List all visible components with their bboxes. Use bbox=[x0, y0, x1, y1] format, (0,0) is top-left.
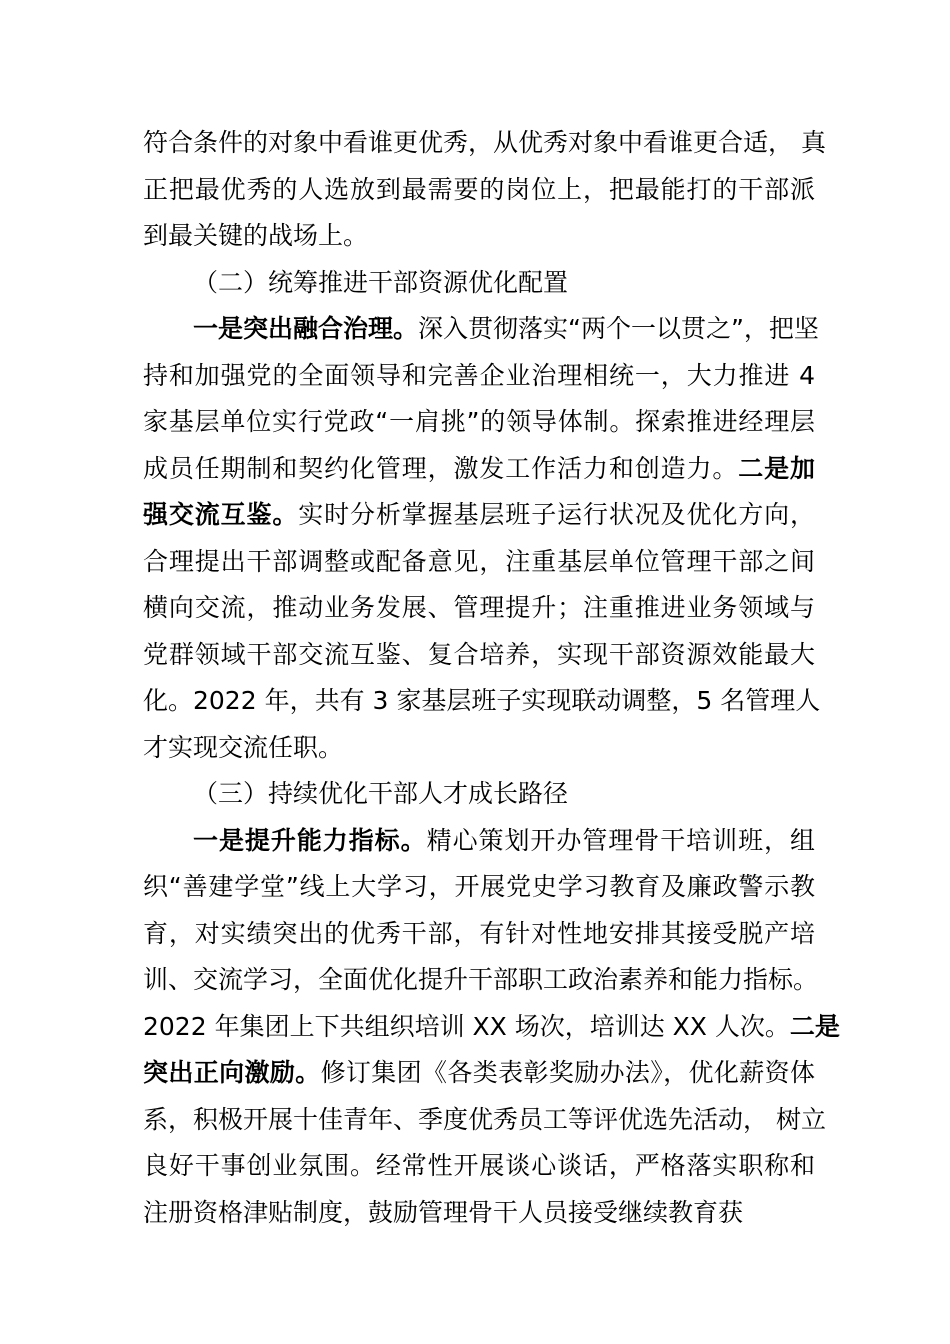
text-run: 正把最优秀的人选放到最需要的岗位上，把最能打的干部派 bbox=[143, 174, 815, 204]
text-run: 修订集团《各类表彰奖励办法》，优化薪资体 bbox=[320, 1058, 815, 1087]
paragraph-line bbox=[143, 446, 815, 493]
text-run: 持和加强党的全面领导和完善企业治理相统一，大力推进 4 bbox=[143, 360, 815, 390]
text-run: （三）持续优化干部人才成长路径 bbox=[193, 779, 569, 808]
paragraph-line bbox=[143, 167, 815, 214]
section-heading bbox=[143, 771, 815, 818]
text-run: 2022 年集团上下共组织培训 XX 场次，培训达 XX 人次。 bbox=[143, 1011, 790, 1041]
text-run: 系，积极开展十佳青年、季度优秀员工等评优选先活动， 树立 bbox=[143, 1104, 826, 1134]
paragraph-line bbox=[143, 120, 826, 167]
paragraph-line bbox=[143, 725, 815, 772]
text-run: 训、交流学习，全面优化提升干部职工政治素养和能力指标。 bbox=[143, 965, 819, 994]
text-run: 到最关键的战场上。 bbox=[143, 221, 369, 250]
text-run: 化。2022 年，共有 3 家基层班子实现联动调整，5 名管理人 bbox=[143, 686, 821, 715]
paragraph-line bbox=[143, 1097, 826, 1144]
paragraph-line bbox=[143, 1050, 815, 1097]
text-run: 精心策划开办管理骨干培训班，组 bbox=[426, 825, 815, 855]
paragraph-line bbox=[143, 399, 815, 446]
text-run: 党群领域干部交流互鉴、复合培养，实现干部资源效能最大 bbox=[143, 639, 815, 669]
text-run: 深入贯彻落实“两个一以贯之”，把坚 bbox=[418, 314, 819, 343]
text-run: 育，对实绩突出的优秀干部，有针对性地安排其接受脱产培 bbox=[143, 918, 815, 948]
paragraph-line bbox=[143, 306, 819, 353]
paragraph-line bbox=[143, 492, 815, 539]
bold-lead-phrase: 一是突出融合治理。 bbox=[193, 314, 419, 343]
text-run: 符合条件的对象中看谁更优秀，从优秀对象中看谁更合适， 真 bbox=[143, 128, 826, 157]
paragraph-line bbox=[143, 1190, 815, 1237]
bold-lead-phrase: 二是加 bbox=[738, 453, 815, 483]
text-run: 成员任期制和契约化管理，激发工作活力和创造力。 bbox=[143, 453, 739, 483]
bold-lead-phrase: 二是 bbox=[789, 1011, 840, 1041]
text-run: 织“善建学堂”线上大学习，开展党史学习教育及廉政警示教 bbox=[143, 872, 815, 901]
paragraph-line bbox=[143, 678, 821, 725]
bold-lead-phrase: 一是提升能力指标。 bbox=[193, 825, 427, 855]
document-page bbox=[143, 120, 840, 1236]
paragraph-line bbox=[143, 1004, 840, 1051]
paragraph-line bbox=[143, 911, 815, 958]
paragraph-line bbox=[143, 1143, 815, 1190]
section-heading bbox=[143, 260, 815, 307]
paragraph-line bbox=[143, 957, 819, 1004]
text-run: 才实现交流任职。 bbox=[143, 732, 344, 762]
text-run: 注册资格津贴制度，鼓励管理骨干人员接受继续教育获 bbox=[143, 1197, 744, 1227]
paragraph-line bbox=[143, 585, 815, 632]
paragraph-line bbox=[143, 213, 815, 260]
paragraph-line bbox=[143, 818, 815, 865]
paragraph-line bbox=[143, 632, 815, 679]
bold-lead-phrase: 突出正向激励。 bbox=[143, 1058, 321, 1087]
text-run: 家基层单位实行党政“一肩挑”的领导体制。探索推进经理层 bbox=[143, 407, 815, 436]
paragraph-line bbox=[143, 539, 815, 586]
paragraph-line bbox=[143, 864, 815, 911]
text-run: 合理提出干部调整或配备意见，注重基层单位管理干部之间 bbox=[143, 546, 815, 576]
text-run: 实时分析掌握基层班子运行状况及优化方向， bbox=[298, 500, 815, 529]
text-run: 横向交流，推动业务发展、管理提升；注重推进业务领域与 bbox=[143, 593, 815, 622]
paragraph-line bbox=[143, 353, 815, 400]
text-run: （二）统筹推进干部资源优化配置 bbox=[193, 267, 569, 297]
text-run: 良好干事创业氛围。经常性开展谈心谈话，严格落实职称和 bbox=[143, 1151, 815, 1180]
bold-lead-phrase: 强交流互鉴。 bbox=[143, 500, 299, 529]
